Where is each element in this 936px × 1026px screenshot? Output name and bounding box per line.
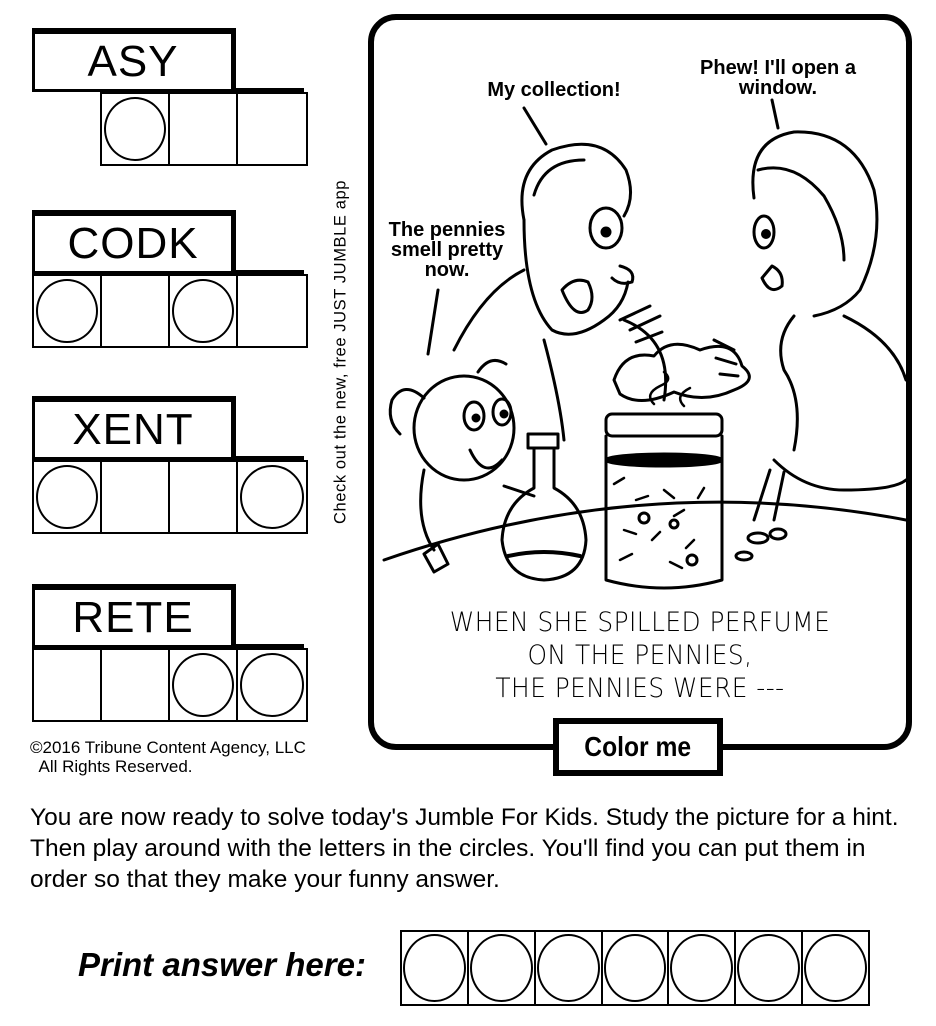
caption-line: THE PENNIES WERE --- [495,673,785,704]
girl-speech: The pennies smell pretty now. [388,219,506,281]
scattered-pennies [736,529,786,560]
girl-figure [390,360,534,550]
caption-line: ON THE PENNIES, [527,640,753,671]
answer-circle-box[interactable] [603,932,670,1004]
letter-box[interactable] [102,650,170,720]
letter-box[interactable] [238,276,306,346]
answer-circle-box[interactable] [736,932,803,1004]
answer-circle-box[interactable] [803,932,868,1004]
mom-speech: Phew! I'll open a window. [700,57,856,99]
answer-boxes [32,460,308,534]
answer-boxes [100,92,308,166]
letter-box[interactable] [102,276,170,346]
scrambled-word: RETE [32,584,236,648]
letter-box[interactable] [34,650,102,720]
speech-pointer [524,108,546,144]
letter-box-circled[interactable] [34,276,102,346]
letter-box[interactable] [238,94,306,164]
answer-circle-box[interactable] [469,932,536,1004]
perfume-bottle [502,434,586,580]
cartoon-illustration [374,20,906,620]
letter-box-circled[interactable] [170,650,238,720]
instructions-text: You are now ready to solve today's Jumble For Kids. Study the picture for a hint. Then play around with the letters in the circles. You'll find you can put them in order so that they make your funny answer. [30,804,899,893]
bottle-cap [424,544,448,572]
scrambled-word: ASY [32,28,236,92]
letter-box-circled[interactable] [170,276,238,346]
scrambled-word: CODK [32,210,236,274]
answer-label: Print answer here: [78,946,366,983]
letter-box-circled[interactable] [238,462,306,532]
letter-box[interactable] [170,462,238,532]
final-answer-boxes [400,930,870,1006]
color-me-text: Color me [584,731,692,762]
dad-speech: My collection! [487,79,621,101]
answer-circle-box[interactable] [402,932,469,1004]
cartoon-caption [404,606,875,705]
speech-pointer [428,290,438,354]
answer-boxes [32,274,308,348]
answer-circle-box[interactable] [536,932,603,1004]
letter-box-circled[interactable] [34,462,102,532]
cartoon-panel [368,14,912,750]
dad-figure [454,144,666,440]
mom-figure [714,132,906,520]
perfume-fumes [650,372,690,406]
speech-pointer [772,100,778,128]
letter-box[interactable] [102,462,170,532]
app-promo-text: Check out the new, free JUST JUMBLE app [331,179,350,525]
letter-box[interactable] [170,94,238,164]
perfume-cloud [614,344,749,400]
answer-boxes [32,648,308,722]
copyright-notice: ©2016 Tribune Content Agency, LLC All Rights Reserved. [30,738,306,776]
scrambled-word: XENT [32,396,236,460]
answer-circle-box[interactable] [669,932,736,1004]
color-me-label [553,718,723,776]
letter-box-circled[interactable] [238,650,306,720]
caption-line: WHEN SHE SPILLED PERFUME [449,607,831,638]
letter-box-circled[interactable] [102,94,170,164]
table-edge [384,502,906,560]
